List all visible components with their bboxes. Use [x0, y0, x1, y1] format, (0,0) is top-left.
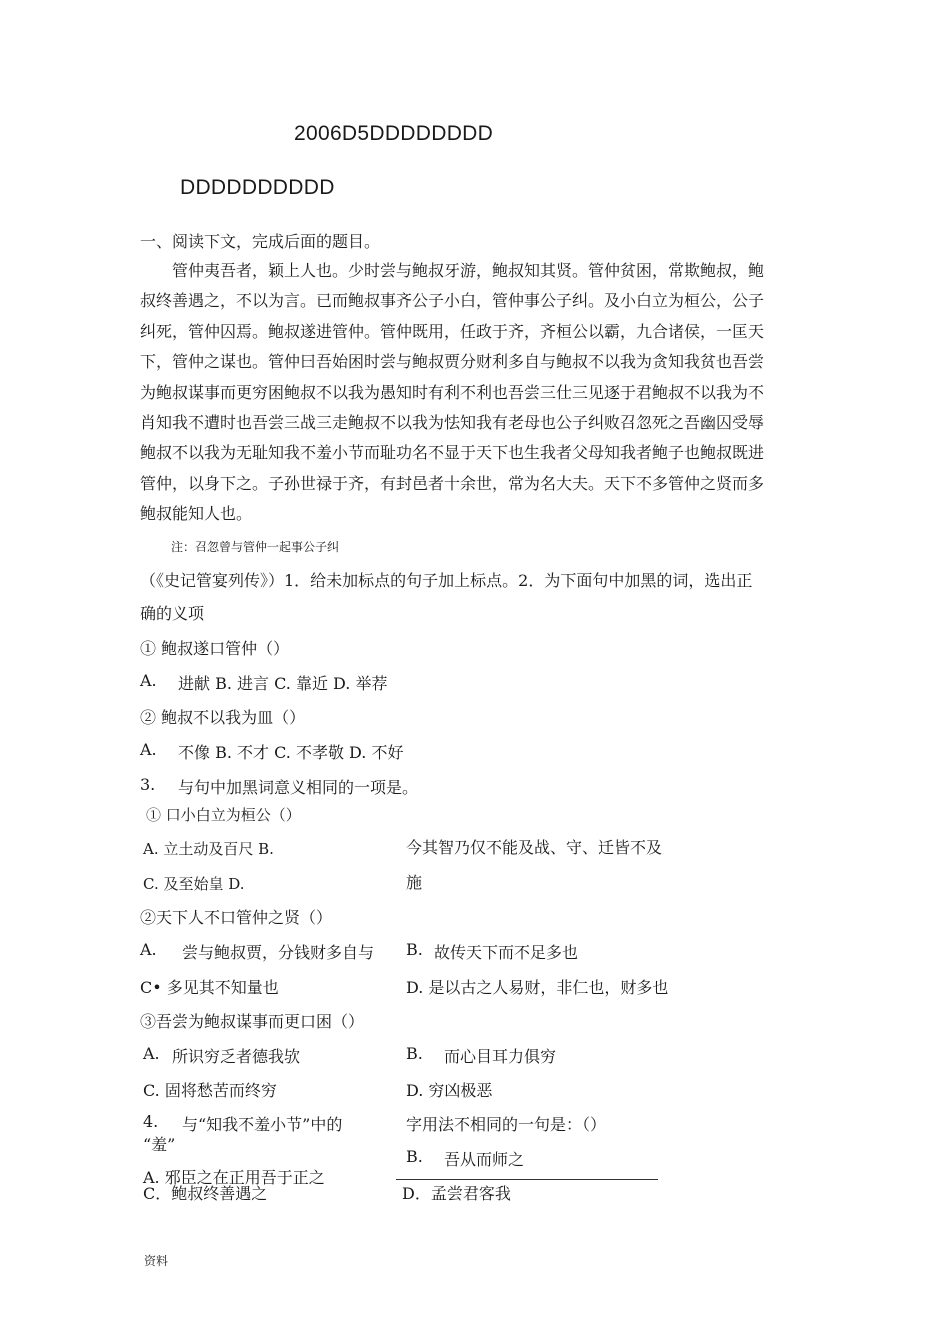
q3-sub-3: ③吾尝为鲍叔谋事而更口困（） [140, 1012, 365, 1031]
q3-sub-1-option-cd: C. 及至始皇 D. [143, 875, 245, 893]
question-2-stem: 确的义项 [140, 604, 205, 623]
passage-line: 肖知我不遭时也吾尝三战三走鲍叔不以我为怯知我有老母也公子纠败召忽死之吾幽囚受辱 [140, 413, 765, 433]
q2-item-1-options: 进献 B. 进言 C. 靠近 D. 举荐 [178, 674, 388, 693]
passage-line: 鲍叔能知人也。 [140, 504, 253, 524]
q4-option-a-clipped: A. 邪臣之在正用吾于正之 [143, 1168, 325, 1187]
q3-stem: 与句中加黑词意义相同的一项是。 [178, 778, 419, 797]
passage-line: 纠死，管仲囚焉。鲍叔遂进管仲。管仲既用，任政于齐，齐桓公以霸，九合诸侯，一匡天 [140, 321, 765, 341]
passage-line: 管仲夷吾者，颖上人也。少时尝与鲍叔牙游，鲍叔知其贤。管仲贫困，常欺鲍叔，鲍 [140, 261, 765, 280]
q3-sub-2-option-b: 故传天下而不足多也 [434, 943, 579, 962]
q3-sub-3-b-label: B. [406, 1044, 423, 1063]
passage-line: 下，管仲之谋也。管仲曰吾始困时尝与鲍叔贾分财利多自与鲍叔不以我为贪知我贫也吾尝 [140, 352, 765, 372]
question-1-2-line: （《史记管宴列传》）1．给未加标点的句子加上标点。2．为下面句中加黑的词，选出正 [140, 571, 753, 590]
q3-sub-1-option-b-text-cont: 施 [406, 873, 423, 892]
q3-sub-3-a-label: A. [143, 1044, 160, 1063]
q2-item-1-label: A. [140, 671, 157, 690]
q3-sub-3-option-d: D. 穷凶极恶 [406, 1081, 493, 1100]
q3-sub-3-option-c: C. 固将愁苦而终穷 [143, 1081, 277, 1100]
passage-line: 叔终善遇之，不以为言。已而鲍叔事齐公子小白，管仲事公子纠。及小白立为桓公，公子 [140, 291, 765, 311]
q2-item-2: ② 鲍叔不以我为皿（） [140, 708, 306, 727]
q2-item-2-label: A. [140, 740, 157, 759]
q4-number: 4. [143, 1112, 159, 1131]
q4-stem-left: 与“知我不羞小节”中的 [182, 1115, 343, 1134]
q3-sub-2: ②天下人不口管仲之贤（） [140, 908, 333, 927]
passage-line: 为鲍叔谋事而更穷困鲍叔不以我为愚知时有利不利也吾尝三仕三见逐于君鲍叔不以我为不 [140, 382, 765, 402]
section-heading: 一、阅读下文，完成后面的题目。 [140, 232, 381, 251]
passage-line: 管仲，以身下之。子孙世禄于齐，有封邑者十余世，常为名大夫。天下不多管仲之贤而多 [140, 473, 765, 493]
q3-number: 3. [140, 775, 156, 794]
document-subtitle: DDDDDDDDDD [180, 176, 335, 199]
q4-option-d: D．孟尝君客我 [402, 1184, 511, 1203]
q2-item-1: ① 鲍叔遂口管仲（） [140, 639, 290, 658]
q3-sub-3-option-a: 所识穷乏者德我欤 [172, 1047, 301, 1066]
q3-sub-2-option-a: 尝与鲍叔贾，分钱财多自与 [182, 943, 375, 962]
q4-stem-right: 字用法不相同的一句是：（） [406, 1115, 607, 1134]
page-footer: 资料 [144, 1254, 169, 1268]
q3-sub-2-option-c: C• 多见其不知量也 [140, 978, 279, 997]
q3-sub-1-option-b-text: 今其智乃仅不能及战、守、迁皆不及 [406, 838, 663, 857]
q4-option-b: 吾从而师之 [444, 1150, 525, 1169]
q4-option-c: C．鲍叔终善遇之 [143, 1184, 268, 1203]
passage-line: 鲍叔不以我为无耻知我不羞小节而耻功名不显于天下也生我者父母知我者鲍子也鲍叔既进 [140, 443, 765, 463]
q3-sub-1-option-ab: A. 立土动及百尺 B. [143, 840, 274, 858]
q3-sub-2-a-label: A. [140, 940, 157, 959]
q4-b-label: B. [406, 1147, 423, 1166]
divider-line [396, 1179, 658, 1180]
q3-sub-2-option-d: D. 是以古之人易财，非仁也，财多也 [406, 978, 669, 997]
document-title: 2006D5DDDDDDDD [294, 122, 494, 145]
passage [140, 256, 816, 530]
q3-sub-3-option-b: 而心目耳力俱穷 [444, 1047, 557, 1066]
q3-sub-1: ① 口小白立为桓公（） [146, 806, 301, 824]
q3-sub-2-b-label: B. [406, 940, 423, 959]
q2-item-2-options: 不像 B. 不才 C. 不孝敬 D. 不好 [178, 743, 404, 762]
q4-stem-left-cont: “羞” [143, 1135, 176, 1154]
annotation-note: 注：召忽曾与管仲一起事公子纠 [171, 540, 340, 554]
